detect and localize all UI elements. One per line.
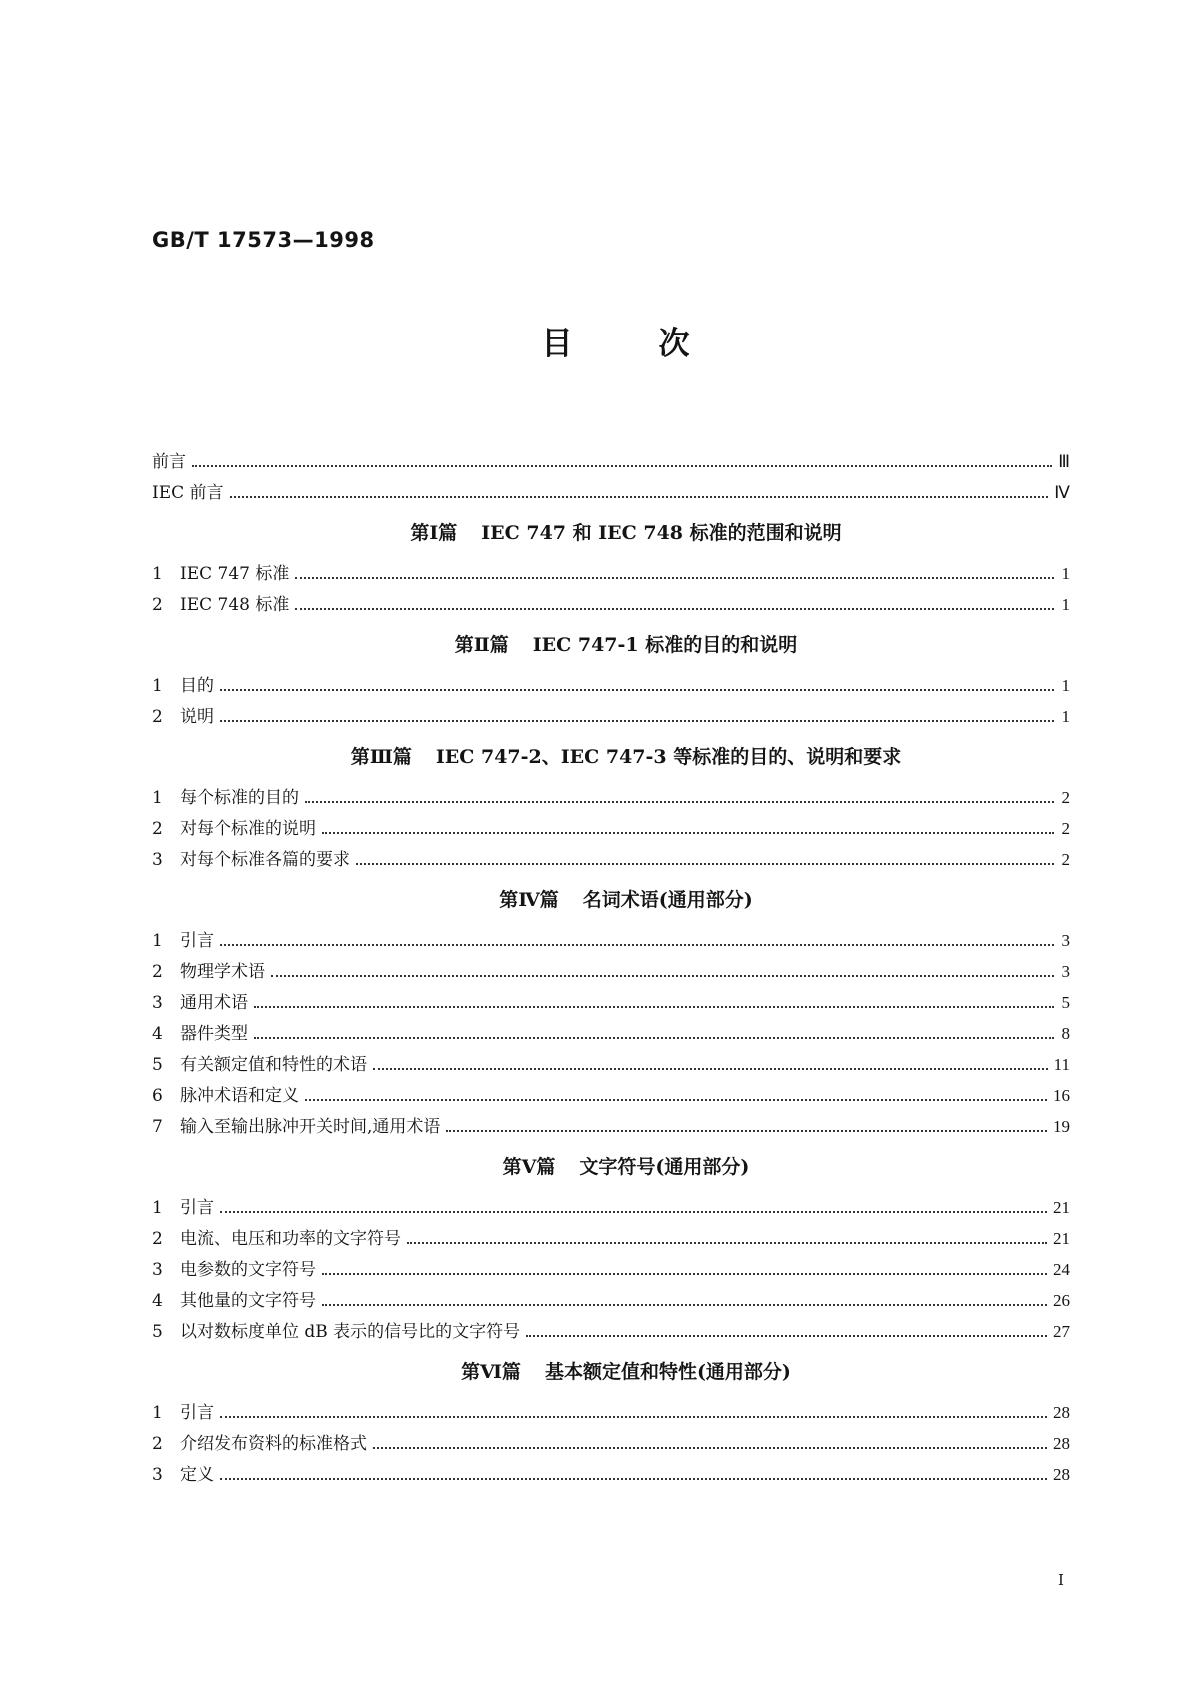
toc-entry-label: 每个标准的目的 [180,788,299,808]
toc-entry-label: 物理学术语 [180,962,265,982]
toc-entry[interactable] [152,1050,1070,1081]
toc-entry-page: 3 [1061,962,1070,981]
toc-entry[interactable] [152,1286,1070,1317]
toc-entry-number: 2 [152,1434,163,1454]
part-heading[interactable] [152,883,1070,917]
toc-entry-number: 1 [152,676,163,696]
toc-entry-number: 3 [152,850,163,870]
toc-entry[interactable] [152,926,1070,957]
part-label: 第Ⅱ篇 [454,634,509,656]
part-label: 第Ⅰ篇 [410,522,458,544]
toc-entry-number: 3 [152,1465,163,1485]
part-title: IEC 747 和 IEC 748 标准的范围和说明 [481,522,842,544]
dot-leader [254,1036,1054,1039]
toc-entry[interactable] [152,1460,1070,1491]
toc-entry-page: 1 [1061,564,1070,583]
dot-leader [220,1210,1047,1213]
toc-entry-label: 输入至输出脉冲开关时间,通用术语 [180,1117,441,1137]
toc-entry-page: 26 [1053,1291,1070,1310]
part-heading[interactable] [152,516,1070,550]
page-number: I [1058,1571,1064,1589]
toc-entry-label: 有关额定值和特性的术语 [180,1055,367,1075]
toc-entry-label: 前言 [152,452,186,472]
toc-entry-number: 6 [152,1086,163,1106]
dot-leader [254,1005,1054,1008]
toc-entry-page: 27 [1053,1322,1070,1341]
part-label: 第Ⅲ篇 [350,746,412,768]
toc-entry-number: 7 [152,1117,163,1137]
part-heading[interactable] [152,628,1070,662]
toc-entry[interactable] [152,988,1070,1019]
toc-entry-label: 介绍发布资料的标准格式 [180,1434,367,1454]
part-title: 文字符号(通用部分) [579,1156,750,1178]
toc-entry-label: 其他量的文字符号 [180,1291,316,1311]
toc-entry-page: 2 [1061,788,1070,807]
toc-entry-label: 以对数标度单位 dB 表示的信号比的文字符号 [180,1322,521,1342]
part-label: 第Ⅵ篇 [461,1361,521,1383]
part-heading[interactable] [152,1150,1070,1184]
dot-leader [322,831,1054,834]
part-title: IEC 747-2、IEC 747-3 等标准的目的、说明和要求 [435,746,902,768]
toc-entry-number: 2 [152,1229,163,1249]
dot-leader [322,1303,1047,1306]
toc-entry-number: 4 [152,1291,163,1311]
toc-entry-label: IEC 748 标准 [180,595,290,615]
toc-entry-number: 2 [152,707,163,727]
dot-leader [295,607,1054,610]
toc-entry-label: 目的 [180,676,214,696]
toc-entry-label: 电流、电压和功率的文字符号 [180,1229,401,1249]
dot-leader [407,1241,1047,1244]
toc-entry-number: 3 [152,993,163,1013]
toc-entry-label: 引言 [180,931,214,951]
toc-entry-page: 28 [1053,1403,1070,1422]
part-title: 基本额定值和特性(通用部分) [544,1361,791,1383]
toc-entry-page: 28 [1053,1434,1070,1453]
dot-leader [220,1477,1047,1480]
dot-leader [192,464,1052,467]
part-title: 名词术语(通用部分) [582,889,753,911]
toc-entry-number: 3 [152,1260,163,1280]
toc-entry[interactable] [152,1317,1070,1348]
toc-entry-number: 1 [152,1403,163,1423]
dot-leader [373,1067,1048,1070]
toc-entry[interactable] [152,702,1070,733]
dot-leader [295,576,1054,579]
dot-leader [220,688,1054,691]
toc-entry-page: 1 [1061,707,1070,726]
dot-leader [220,719,1054,722]
toc-entry-page: Ⅳ [1054,483,1070,502]
dot-leader [446,1129,1047,1132]
toc-entry[interactable] [152,559,1070,590]
toc-entry-page: 16 [1053,1086,1070,1105]
toc-entry-number: 4 [152,1024,163,1044]
standard-code: GB/T 17573—1998 [152,228,375,252]
dot-leader [322,1272,1047,1275]
dot-leader [356,862,1054,865]
toc-entry-page: 8 [1061,1024,1070,1043]
toc-entry-number: 1 [152,931,163,951]
toc-entry-label: 通用术语 [180,993,248,1013]
toc-entry-number: 1 [152,564,163,584]
toc-entry-page: Ⅲ [1058,452,1070,471]
toc-entry[interactable] [152,447,1070,478]
toc-entry-page: 21 [1053,1198,1070,1217]
toc-entry[interactable] [152,845,1070,876]
dot-leader [305,800,1054,803]
toc-entry-page: 3 [1061,931,1070,950]
dot-leader [305,1098,1047,1101]
toc-entry-label: IEC 前言 [152,483,224,503]
page-title: 目次 [541,326,776,362]
toc-entry[interactable] [152,957,1070,988]
part-label: 第Ⅳ篇 [499,889,559,911]
toc-entry-page: 2 [1061,850,1070,869]
toc-entry[interactable] [152,1193,1070,1224]
dot-leader [220,943,1054,946]
toc-entry-number: 1 [152,1198,163,1218]
toc-entry-label: IEC 747 标准 [180,564,290,584]
toc-entry-label: 对每个标准各篇的要求 [180,850,350,870]
dot-leader [526,1334,1047,1337]
toc-entry-label: 引言 [180,1198,214,1218]
toc-entry-number: 5 [152,1055,163,1075]
part-heading[interactable] [152,1355,1070,1389]
toc-entry[interactable] [152,590,1070,621]
dot-leader [230,495,1049,498]
toc-entry-number: 2 [152,819,163,839]
toc-entry[interactable] [152,1398,1070,1429]
toc-entry-page: 1 [1061,595,1070,614]
toc-entry-number: 2 [152,595,163,615]
toc-entry-page: 2 [1061,819,1070,838]
toc-entry[interactable] [152,478,1070,509]
toc-entry-label: 说明 [180,707,214,727]
toc-entry[interactable] [152,1019,1070,1050]
toc-entry-label: 器件类型 [180,1024,248,1044]
toc-entry-page: 21 [1053,1229,1070,1248]
toc-entry[interactable] [152,783,1070,814]
toc-entry[interactable] [152,814,1070,845]
toc-entry-number: 1 [152,788,163,808]
toc-entry-number: 5 [152,1322,163,1342]
dot-leader [373,1446,1047,1449]
part-label: 第Ⅴ篇 [502,1156,556,1178]
dot-leader [271,974,1054,977]
toc-entry-page: 1 [1061,676,1070,695]
toc-entry[interactable] [152,1112,1070,1143]
toc-entry-number: 2 [152,962,163,982]
toc-entry-page: 5 [1061,993,1070,1012]
toc-entry-page: 19 [1053,1117,1070,1136]
part-heading[interactable] [152,740,1070,774]
toc-entry[interactable] [152,671,1070,702]
toc-entry-label: 脉冲术语和定义 [180,1086,299,1106]
toc-entry[interactable] [152,1429,1070,1460]
toc-entry-label: 对每个标准的说明 [180,819,316,839]
toc-entry[interactable] [152,1224,1070,1255]
toc-entry-page: 11 [1053,1055,1070,1074]
toc-entry-label: 定义 [180,1465,214,1485]
toc-entry-label: 引言 [180,1403,214,1423]
toc-entry-label: 电参数的文字符号 [180,1260,316,1280]
table-of-contents [152,447,1070,1491]
toc-entry-page: 28 [1053,1465,1070,1484]
dot-leader [220,1415,1047,1418]
toc-entry[interactable] [152,1081,1070,1112]
toc-entry[interactable] [152,1255,1070,1286]
toc-entry-page: 24 [1053,1260,1070,1279]
part-title: IEC 747-1 标准的目的和说明 [532,634,798,656]
